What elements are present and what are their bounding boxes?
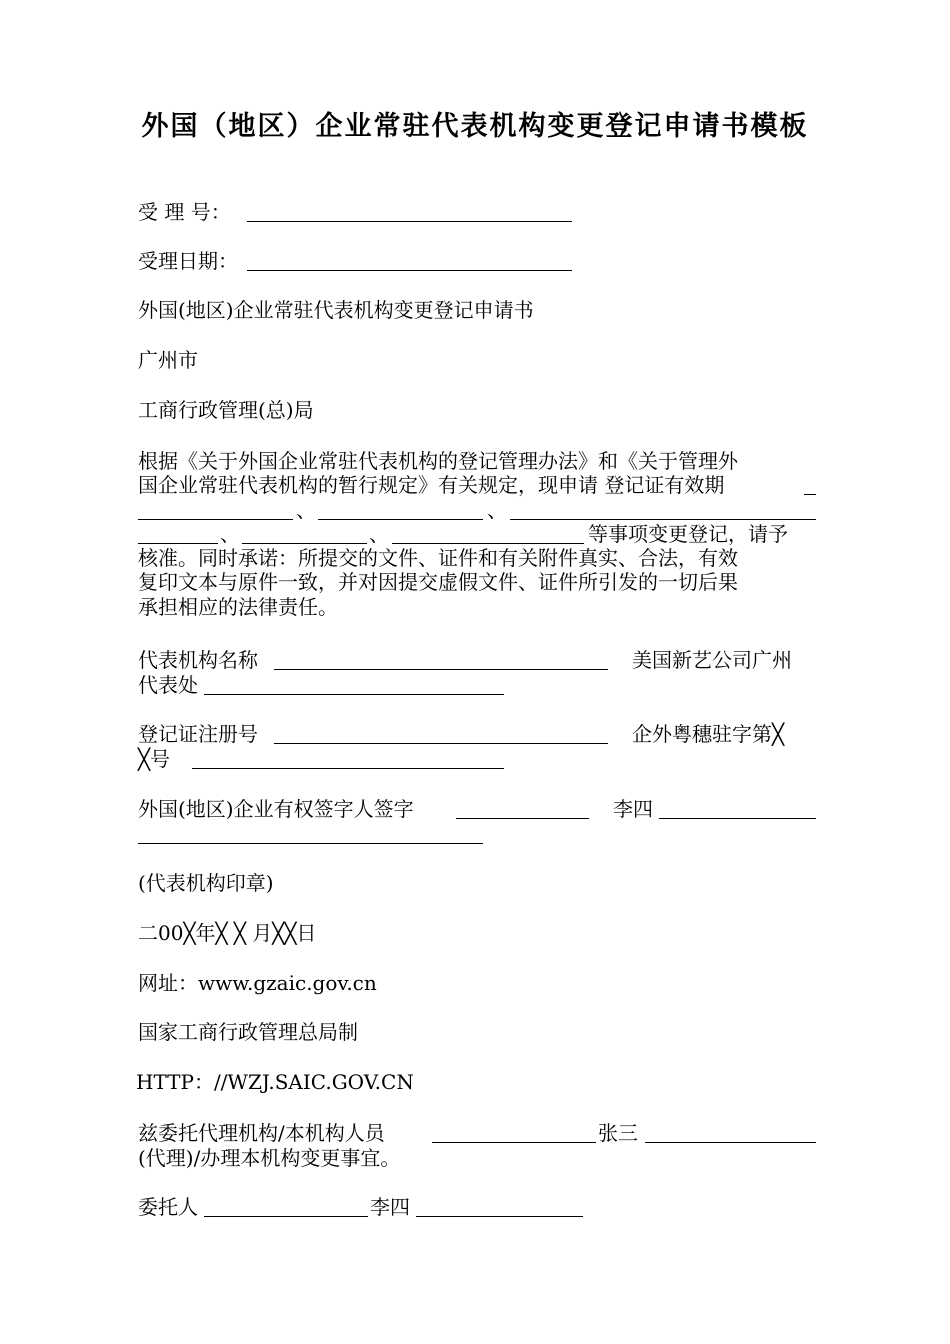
paragraph-line-4-tail: 等事项变更登记，请予: [588, 522, 788, 546]
principal-blank: [204, 1216, 368, 1217]
signer-value: 李四: [613, 797, 653, 821]
entrust-value: 张三: [598, 1121, 638, 1145]
paragraph-line-6: 复印文本与原件一致，并对因提交虚假文件、证件所引发的一切后果: [138, 570, 738, 594]
reg-number-value: 企外粤穗驻字第╳: [632, 722, 785, 746]
signer-value-blank: [659, 818, 816, 819]
http-address: HTTP：//WZJ.SAIC.GOV.CN: [136, 1070, 414, 1094]
principal-value: 李四: [370, 1195, 410, 1219]
change-item-blank-5: [242, 543, 367, 544]
bureau: 工商行政管理(总)局: [138, 398, 314, 422]
signer-second-blank: [138, 843, 483, 844]
website: 网址：www.gzaic.gov.cn: [138, 971, 377, 995]
accept-number-blank: [247, 221, 572, 222]
reg-number-tail-blank: [192, 768, 504, 769]
paragraph-line-2: 国企业常驻代表机构的暂行规定》有关规定，现申请 登记证有效期: [138, 473, 725, 497]
city: 广州市: [138, 348, 198, 372]
accept-number-row: [138, 200, 231, 225]
accept-date-blank: [247, 270, 572, 271]
separator-2: 、: [487, 498, 507, 522]
reg-number-label: 登记证注册号: [138, 722, 258, 746]
entrust-blank: [432, 1142, 596, 1143]
made-by: 国家工商行政管理总局制: [138, 1020, 358, 1044]
change-item-blank-3: [510, 519, 816, 520]
seal-note: (代表机构印章): [138, 871, 274, 895]
org-name-label: 代表机构名称: [138, 648, 258, 672]
signer-label: 外国(地区)企业有权签字人签字: [138, 797, 414, 821]
accept-number-label: 受 理 号：: [138, 200, 231, 224]
change-item-blank-4: [138, 543, 218, 544]
principal-label: 委托人: [138, 1195, 198, 1219]
reg-number-tail: ╳号: [138, 747, 171, 771]
org-name-tail: 代表处: [138, 673, 198, 697]
accept-date-row: [138, 249, 238, 274]
form-title: 外国(地区)企业常驻代表机构变更登记申请书: [138, 298, 534, 322]
document-title: 外国（地区）企业常驻代表机构变更登记申请书模板: [141, 111, 809, 142]
change-item-blank-2: [318, 519, 483, 520]
paragraph-line-5: 核准。同时承诺：所提交的文件、证件和有关附件真实、合法，有效: [138, 546, 738, 570]
org-name-blank: [274, 669, 608, 670]
change-item-blank-1: [138, 519, 293, 520]
date-line: 二00╳年╳ ╳ 月╳╳日: [138, 921, 317, 945]
entrust-tail: (代理)/办理本机构变更事宜。: [138, 1146, 401, 1170]
accept-date-label: 受理日期：: [138, 249, 238, 273]
separator-3: 、: [220, 522, 240, 546]
org-name-value: 美国新艺公司广州: [632, 648, 792, 672]
entrust-value-blank: [645, 1142, 816, 1143]
principal-value-blank: [416, 1216, 583, 1217]
entrust-label: 兹委托代理机构/本机构人员: [138, 1121, 385, 1145]
org-name-tail-blank: [204, 694, 504, 695]
reg-number-blank: [274, 743, 608, 744]
separator-4: 、: [369, 522, 389, 546]
separator-1: 、: [296, 498, 316, 522]
signer-blank: [456, 818, 589, 819]
paragraph-line-1: 根据《关于外国企业常驻代表机构的登记管理办法》和《关于管理外: [138, 449, 738, 473]
validity-blank-start: [804, 494, 816, 495]
paragraph-line-7: 承担相应的法律责任。: [138, 595, 338, 619]
change-item-blank-6: [392, 543, 584, 544]
